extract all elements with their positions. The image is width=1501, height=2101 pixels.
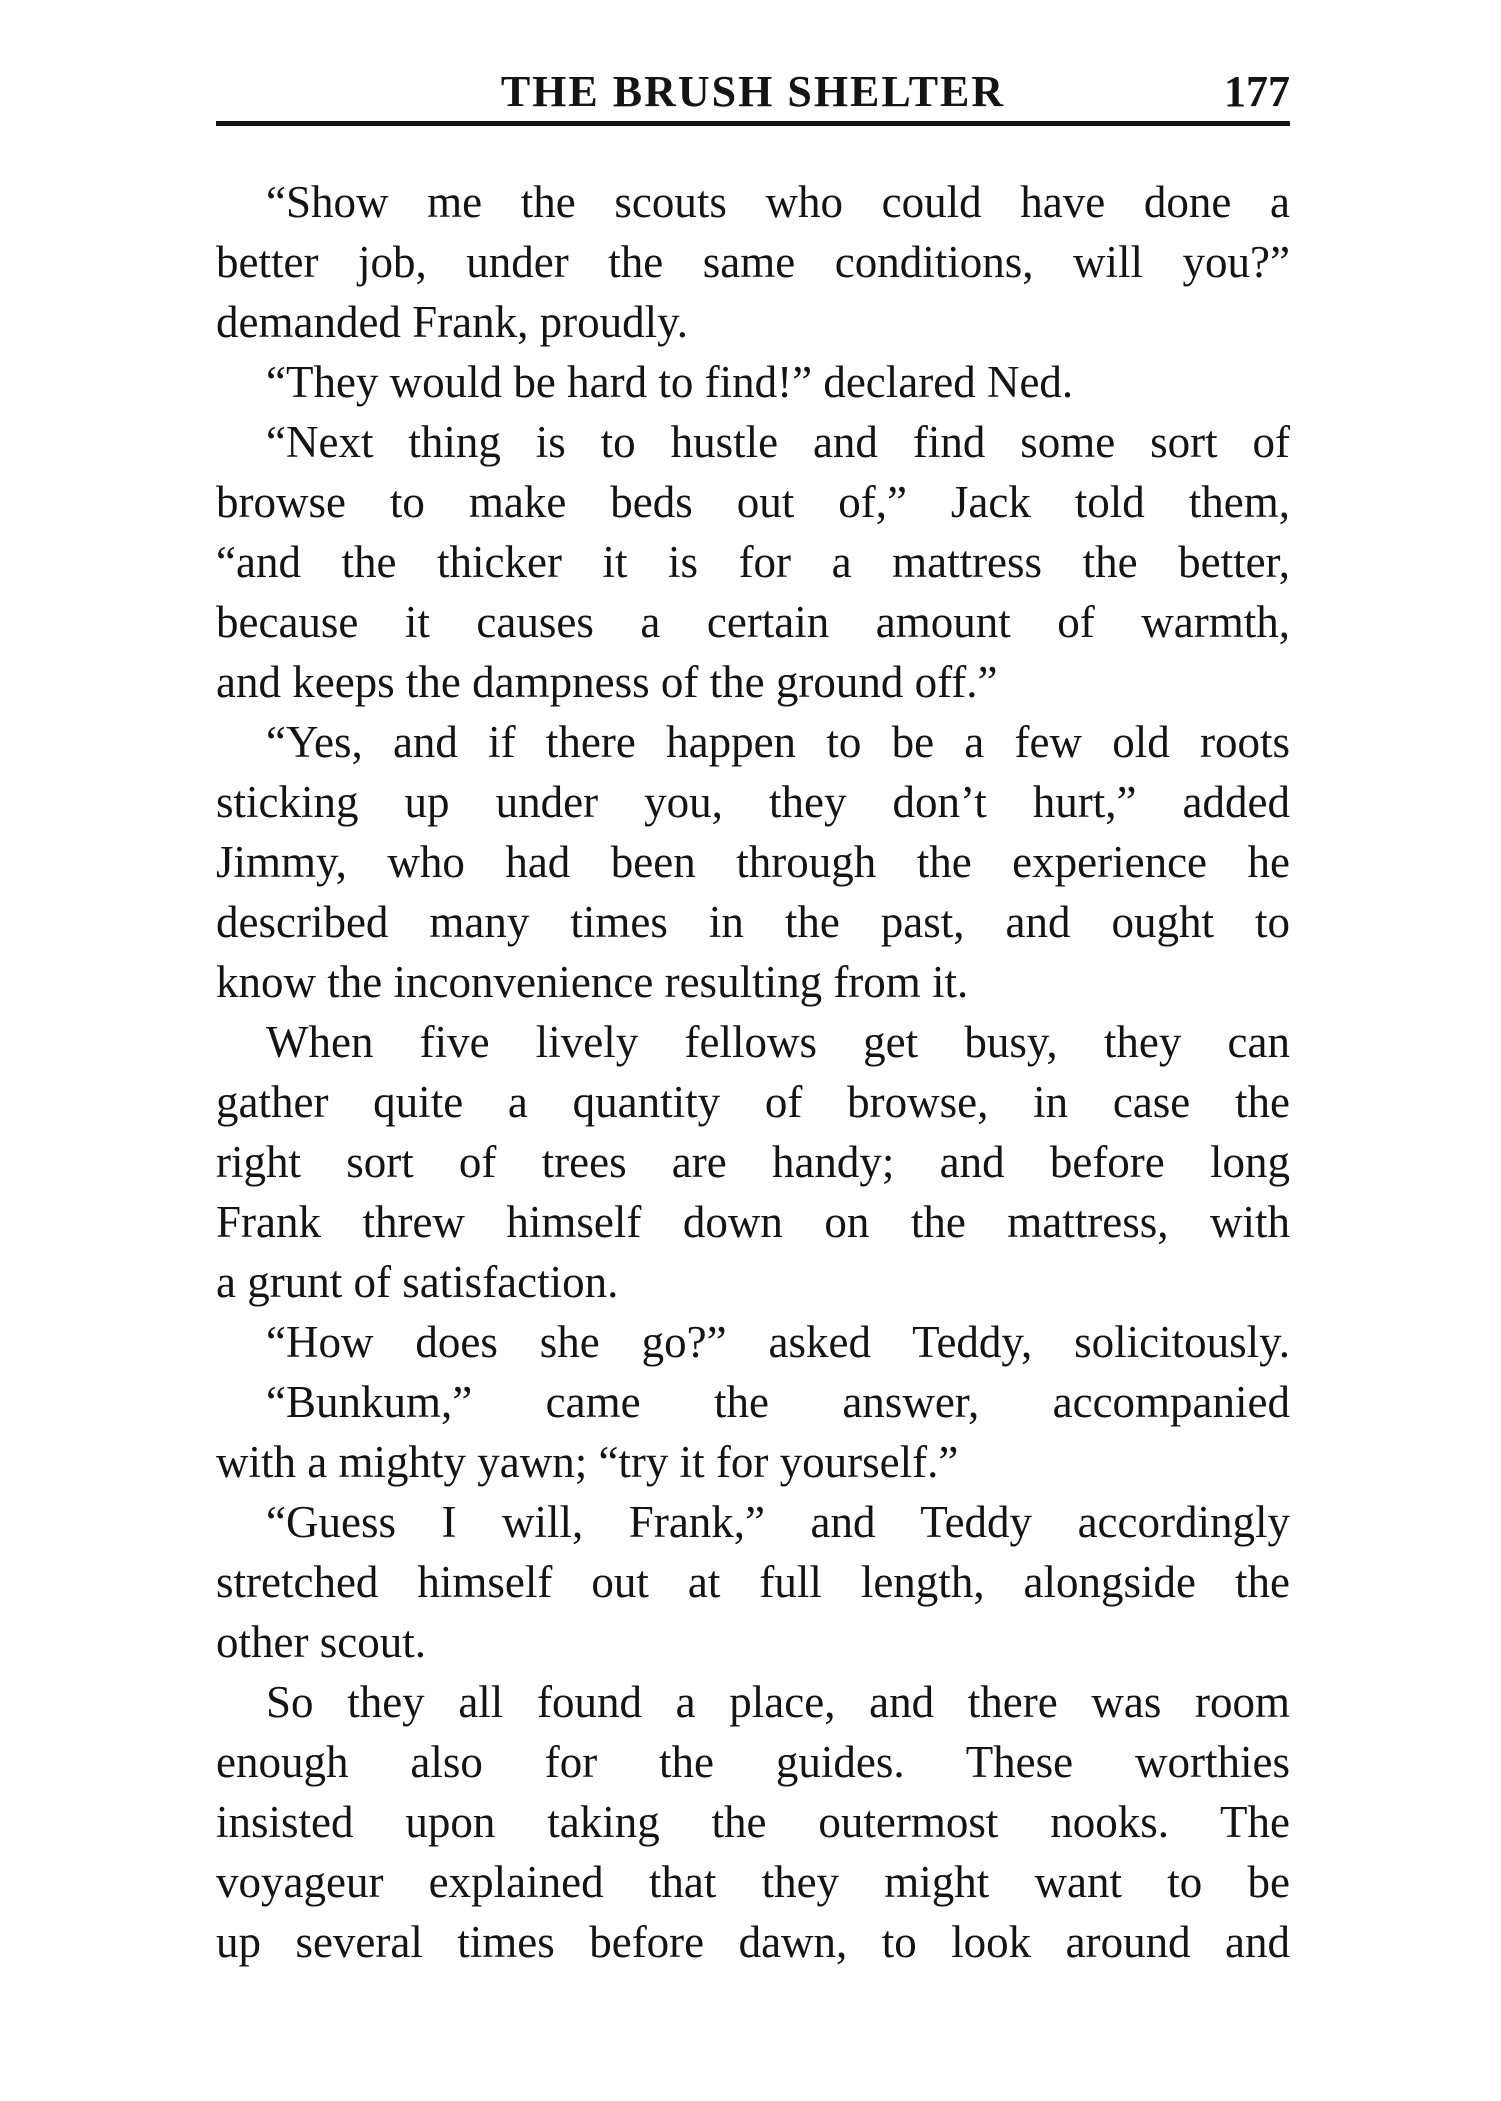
text-line-content: know the inconvenience resulting from it. (216, 957, 969, 1007)
text-line (216, 292, 1290, 352)
text-line-content: voyageur explained that they might want to be (216, 1857, 1290, 1907)
text-line-content: up several times before dawn, to look around and (216, 1917, 1290, 1967)
text-line (216, 1012, 1290, 1072)
paragraph (216, 412, 1290, 712)
text-line (216, 652, 1290, 712)
text-line (216, 532, 1290, 592)
text-line (216, 412, 1290, 472)
paragraph (216, 352, 1290, 412)
text-line-content: other scout. (216, 1617, 426, 1667)
paragraph (216, 712, 1290, 1012)
text-line-content: So they all found a place, and there was room (266, 1677, 1290, 1727)
text-line-content: demanded Frank, proudly. (216, 297, 688, 347)
body-text (216, 172, 1290, 1972)
text-line-content: described many times in the past, and ought to (216, 897, 1290, 947)
paragraph (216, 1492, 1290, 1672)
text-line-content: “Yes, and if there happen to be a few old roots (266, 717, 1290, 767)
text-line (216, 1432, 1290, 1492)
text-line-content: and keeps the dampness of the ground off.” (216, 657, 998, 707)
header-rule (216, 121, 1290, 126)
text-line (216, 1912, 1290, 1972)
text-line-content: “and the thicker it is for a mattress the better, (216, 537, 1290, 587)
text-line-content: because it causes a certain amount of warmth, (216, 597, 1290, 647)
text-line (216, 1612, 1290, 1672)
text-line (216, 352, 1290, 412)
text-line-content: right sort of trees are handy; and before long (216, 1137, 1290, 1187)
text-line (216, 1312, 1290, 1372)
text-line (216, 772, 1290, 832)
text-line (216, 1372, 1290, 1432)
text-line-content: sticking up under you, they don’t hurt,” added (216, 777, 1290, 827)
text-line (216, 1672, 1290, 1732)
text-line-content: “Guess I will, Frank,” and Teddy accordingly (266, 1497, 1290, 1547)
paragraph (216, 1672, 1290, 1972)
text-line-content: enough also for the guides. These worthies (216, 1737, 1290, 1787)
text-line (216, 712, 1290, 772)
text-line (216, 1792, 1290, 1852)
text-line (216, 1252, 1290, 1312)
text-line-content: insisted upon taking the outermost nooks. The (216, 1797, 1290, 1847)
running-title: THE BRUSH SHELTER (500, 67, 1006, 116)
text-line (216, 892, 1290, 952)
text-line (216, 172, 1290, 232)
text-line (216, 1192, 1290, 1252)
text-line-content: “Show me the scouts who could have done a (266, 177, 1290, 227)
text-line (216, 952, 1290, 1012)
text-line (216, 1492, 1290, 1552)
text-line (216, 1732, 1290, 1792)
paragraph (216, 172, 1290, 352)
paragraph (216, 1372, 1290, 1492)
text-line-content: Frank threw himself down on the mattress, with (216, 1197, 1290, 1247)
text-line-content: better job, under the same conditions, will you?” (216, 237, 1290, 287)
text-line-content: “They would be hard to find!” declared Ned. (266, 357, 1074, 407)
text-line (216, 1132, 1290, 1192)
text-line-content: When five lively fellows get busy, they can (266, 1017, 1290, 1067)
text-line (216, 1552, 1290, 1612)
text-line (216, 1072, 1290, 1132)
paragraph (216, 1312, 1290, 1372)
text-line (216, 472, 1290, 532)
text-line-content: “Next thing is to hustle and find some sort of (266, 417, 1290, 467)
text-line-content: “Bunkum,” came the answer, accompanied (266, 1377, 1290, 1427)
text-line-content: Jimmy, who had been through the experience he (216, 837, 1290, 887)
text-line (216, 592, 1290, 652)
text-line (216, 832, 1290, 892)
text-line-content: stretched himself out at full length, alongside the (216, 1557, 1290, 1607)
running-head (216, 62, 1290, 122)
page-number: 177 (1224, 67, 1290, 116)
text-line-content: with a mighty yawn; “try it for yourself.” (216, 1437, 959, 1487)
text-line-content: browse to make beds out of,” Jack told them, (216, 477, 1290, 527)
text-line (216, 232, 1290, 292)
text-line-content: gather quite a quantity of browse, in case the (216, 1077, 1290, 1127)
text-line-content: a grunt of satisfaction. (216, 1257, 619, 1307)
text-line (216, 1852, 1290, 1912)
paragraph (216, 1012, 1290, 1312)
text-line-content: “How does she go?” asked Teddy, solicitously. (266, 1317, 1290, 1367)
